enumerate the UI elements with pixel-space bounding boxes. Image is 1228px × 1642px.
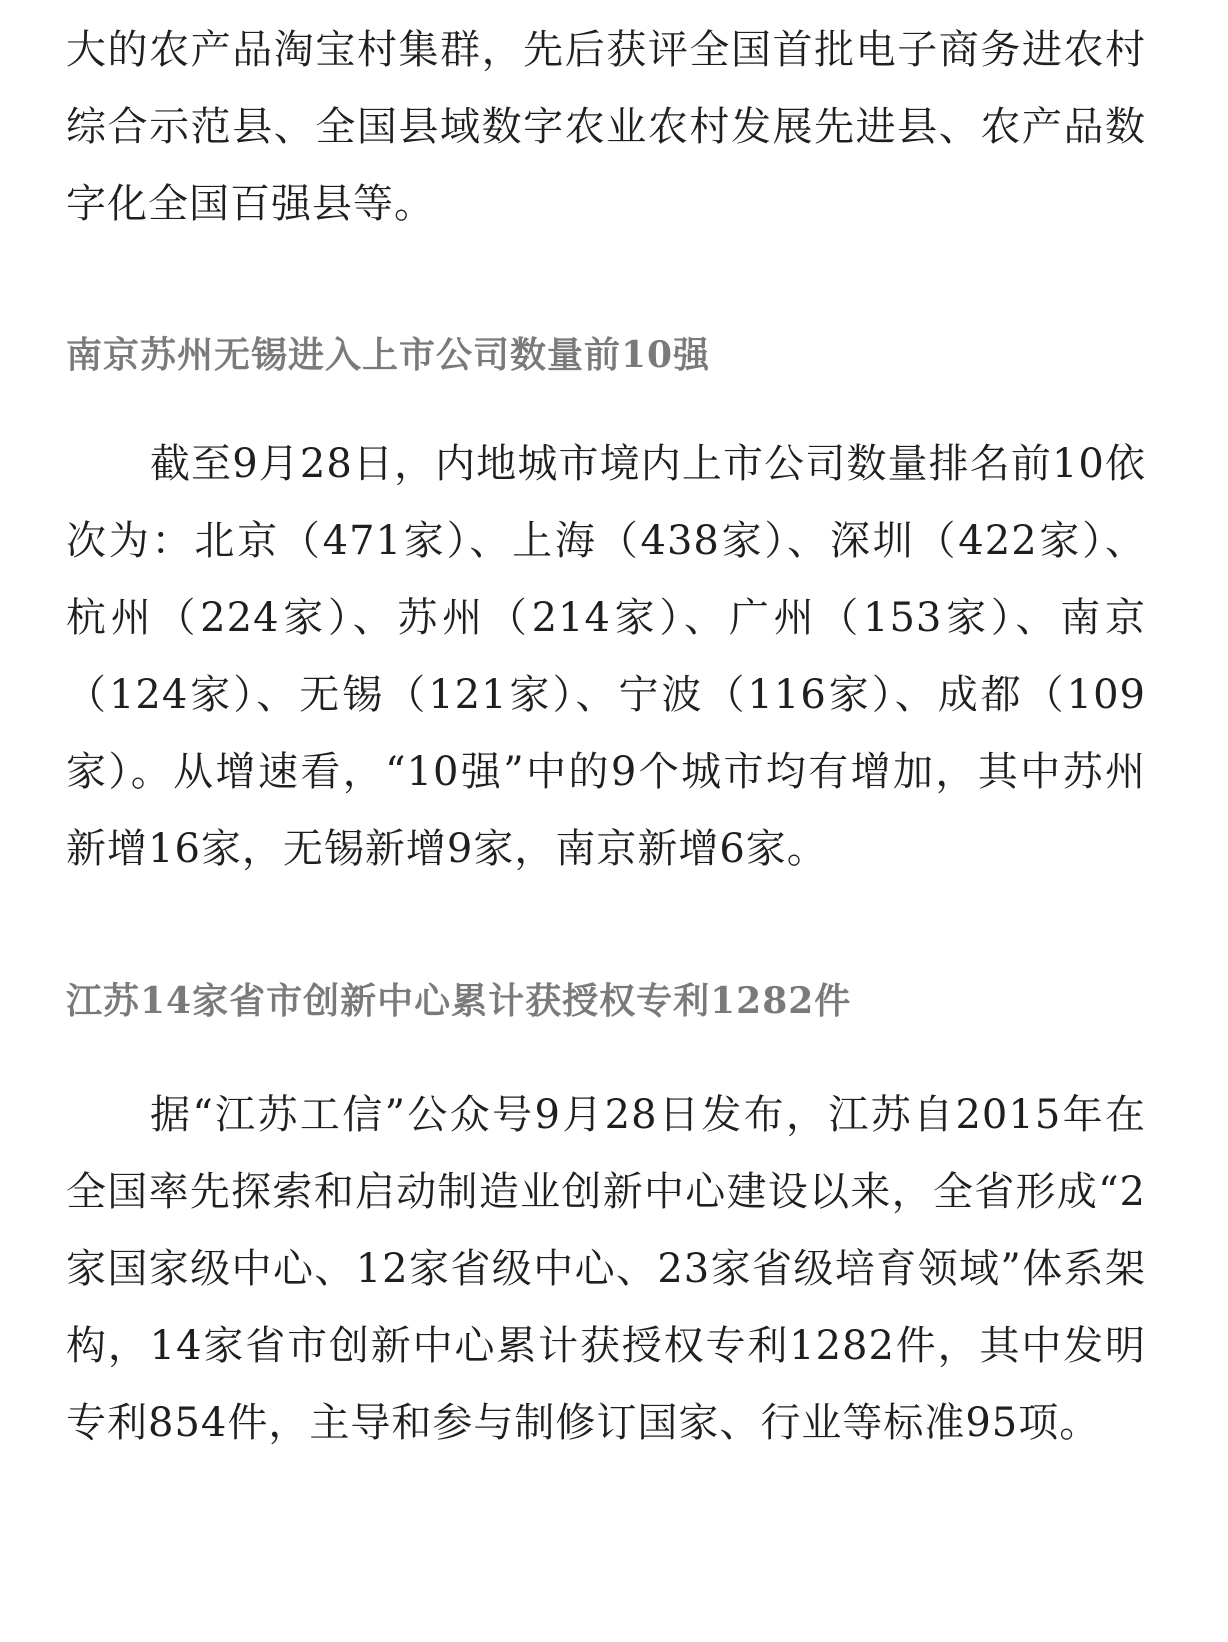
article-page bbox=[66, 0, 1146, 1462]
paragraph-continuation: 大的农产品淘宝村集群，先后获评全国首批电子商务进农村综合示范县、全国县域数字农业农村发展先进县、农产品数字化全国百强县等。 bbox=[66, 27, 1146, 227]
paragraph-innovation-centers: 据“江苏工信”公众号9月28日发布，江苏自2015年在全国率先探索和启动制造业创新中心建设以来，全省形成“2家国家级中心、12家省级中心、23家省级培育领域”体系架构，14家省市创新中心累计获授权专利1282件，其中发明专利854件，主导和参与制修订国家、行业等标准95项。 bbox=[66, 1092, 1146, 1446]
section-heading-innovation-centers: 江苏14家省市创新中心累计获授权专利1282件 bbox=[66, 980, 852, 1022]
section-heading-listed-companies: 南京苏州无锡进入上市公司数量前10强 bbox=[66, 334, 711, 376]
paragraph-listed-companies: 截至9月28日，内地城市境内上市公司数量排名前10依次为：北京（471家）、上海（438家）、深圳（422家）、杭州（224家）、苏州（214家）、广州（153家）、南京（124家）、无锡（121家）、宁波（116家）、成都（109家）。从增速看，“10强”中的9个城市均有增加，其中苏州新增16家，无锡新增9家，南京新增6家。 bbox=[66, 441, 1146, 872]
